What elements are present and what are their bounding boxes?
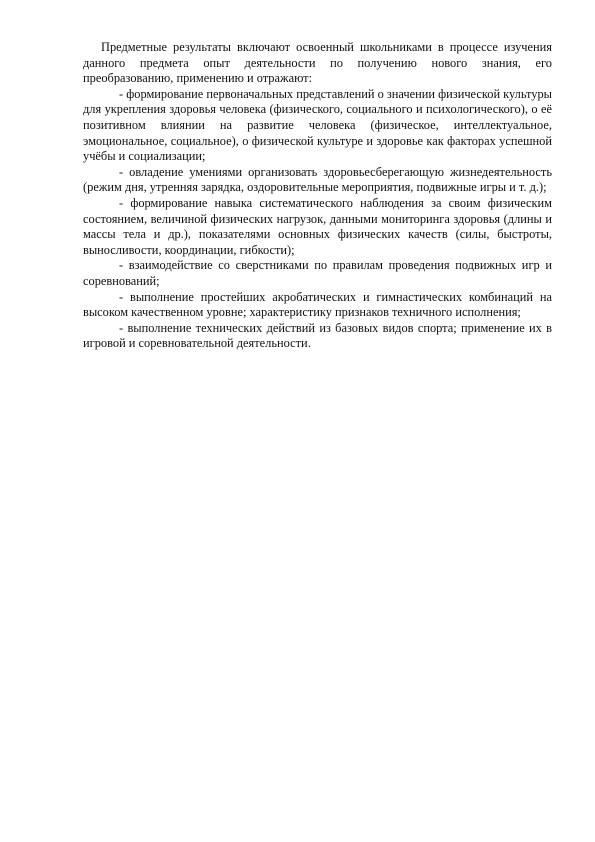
list-item: - выполнение технических действий из базовых видов спорта; применение их в игровой и соревновательной деятельности. [83, 320, 552, 351]
list-item: - формирование первоначальных представлений о значении физической культуры для укрепления здоровья человека (физического, социального и психологического), о её позитивном влиянии на развитие человека (физическое, интеллектуальное, эмоциональное, социальное), о физической культуре и здоровье как факторах успешной учёбы и социализации; [83, 86, 553, 164]
list-item: - выполнение простейших акробатических и гимнастических комбинаций на высоком качественном уровне; характеристику признаков техничного исполнения; [83, 289, 552, 320]
list-item: - взаимодействие со сверстниками по правилам проведения подвижных игр и соревнований; [83, 258, 552, 288]
list-item: - овладение умениями организовать здоровьесберегающую жизнедеятельность (режим дня, утренняя зарядка, оздоровительные мероприятия, подвижные игры и т. д.); [83, 164, 552, 195]
intro-paragraph: Предметные результаты включают освоенный школьниками в процессе изучения данного предмета опыт деятельности по получению нового знания, его преобразованию, применению и отражают: [83, 40, 552, 86]
text-block [83, 40, 552, 352]
list-item: - формирование навыка систематического наблюдения за своим физическим состоянием, величиной физических нагрузок, данными мониторинга здоровья (длины и массы тела и др.), показателями основных физических качеств (силы, быстроты, выносливости, координации, гибкости); [83, 195, 552, 257]
